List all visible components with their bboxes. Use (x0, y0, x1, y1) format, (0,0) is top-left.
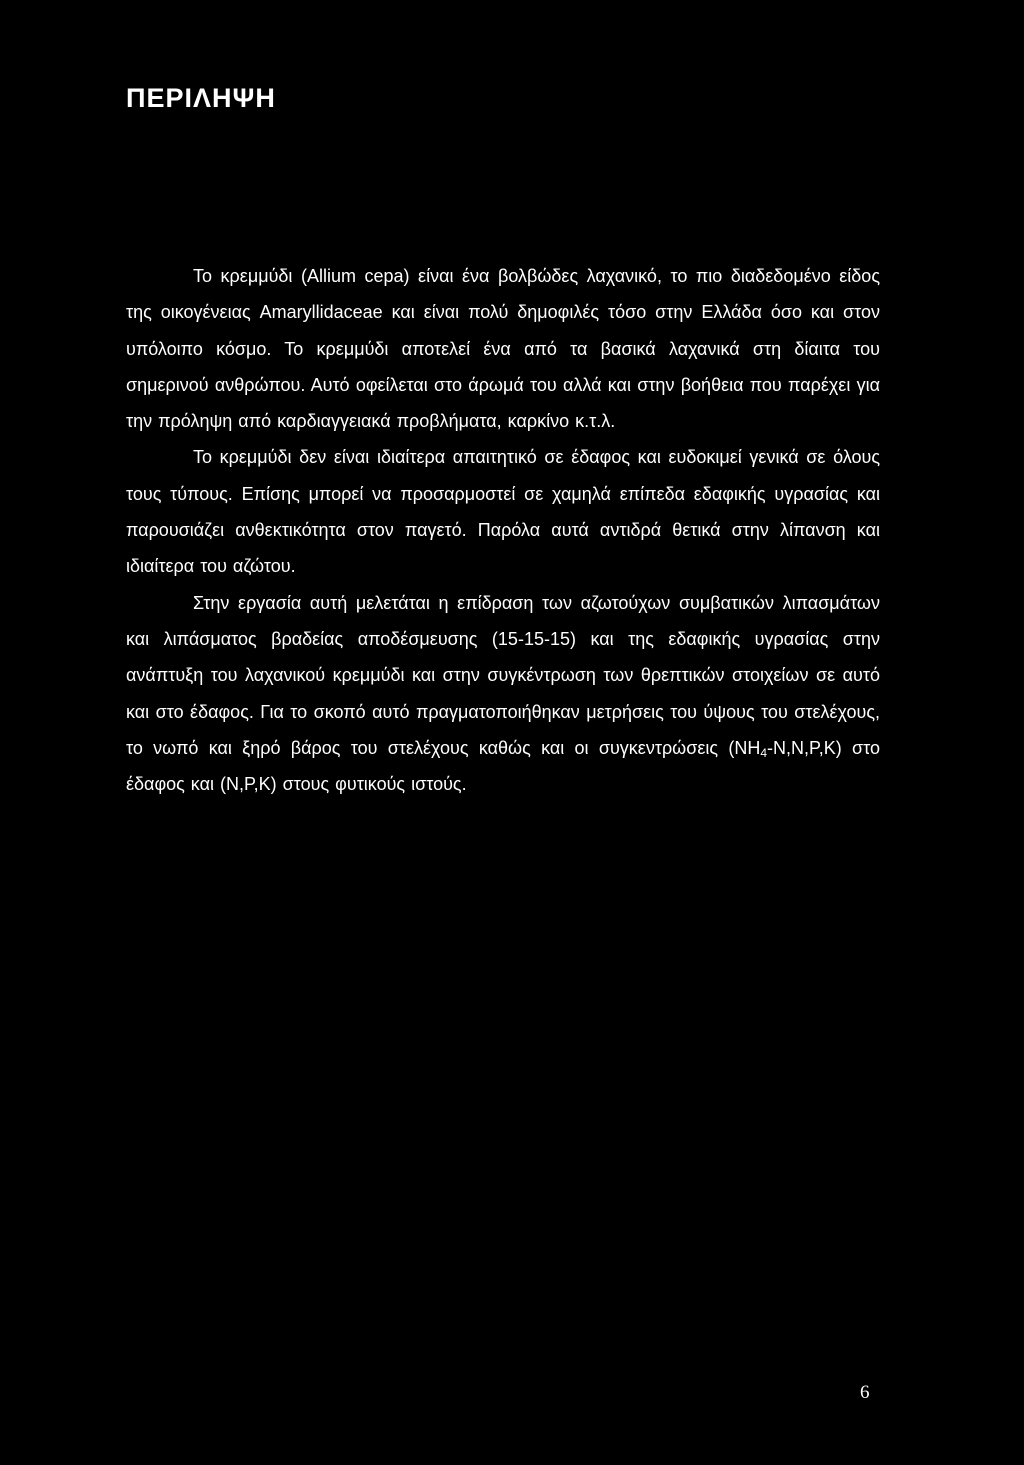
abstract-paragraph-2: Το κρεμμύδι δεν είναι ιδιαίτερα απαιτητικό σε έδαφος και ευδοκιμεί γενικά σε όλους τους τύπους. Επίσης μπορεί να προσαρμοστεί σε χαμηλά επίπεδα εδαφικής υγρασίας και παρουσιάζει ανθεκτικότητα στον παγετό. Παρόλα αυτά αντιδρά θετικά στην λίπανση και ιδιαίτερα του αζώτου. (126, 447, 880, 577)
page-number: 6 (860, 1382, 870, 1403)
abstract-paragraph-1: Το κρεμμύδι (Allium cepa) είναι ένα βολβώδες λαχανικό, το πιο διαδεδομένο είδος της οικογένειας Amaryllidaceae και είναι πολύ δημοφιλές τόσο στην Ελλάδα όσο και στον υπόλοιπο κόσμο. Το κρεμμύδι αποτελεί ένα από τα βασικά λαχανικά στη δίαιτα του σημερινού ανθρώπου. Αυτό οφείλεται στο άρωμά του αλλά και στην βοήθεια που παρέχει για την πρόληψη από καρδιαγγειακά προβλήματα, καρκίνο κ.τ.λ. (126, 266, 880, 432)
page-title: ΠΕΡΙΛΗΨΗ (126, 83, 276, 113)
paragraph-3-text-end: -N,N,P,K) στο έδαφος και (N,P,K) στους φυτικούς ιστούς. (126, 737, 880, 795)
paragraph-3-text-start: Στην εργασία αυτή μελετάται η επίδραση των αζωτούχων συμβατικών λιπασμάτων και λιπάσματος βραδείας αποδέσμευσης (15-15-15) και της εδαφικής υγρασίας στην ανάπτυξη του λαχανικού κρεμμύδι και στην συγκέντρωση των θρεπτικών στοιχείων σε αυτό και στο έδαφος. Για το σκοπό αυτό πραγματοποιήθηκαν μετρήσεις του ύψους του στελέχους, το νωπό και ξηρό βάρος του στελέχους καθώς και οι συγκεντρώσεις (NH (126, 592, 880, 758)
ammonium-subscript: 4 (760, 745, 768, 760)
abstract-body (126, 258, 880, 802)
abstract-paragraph-3 (126, 585, 880, 803)
